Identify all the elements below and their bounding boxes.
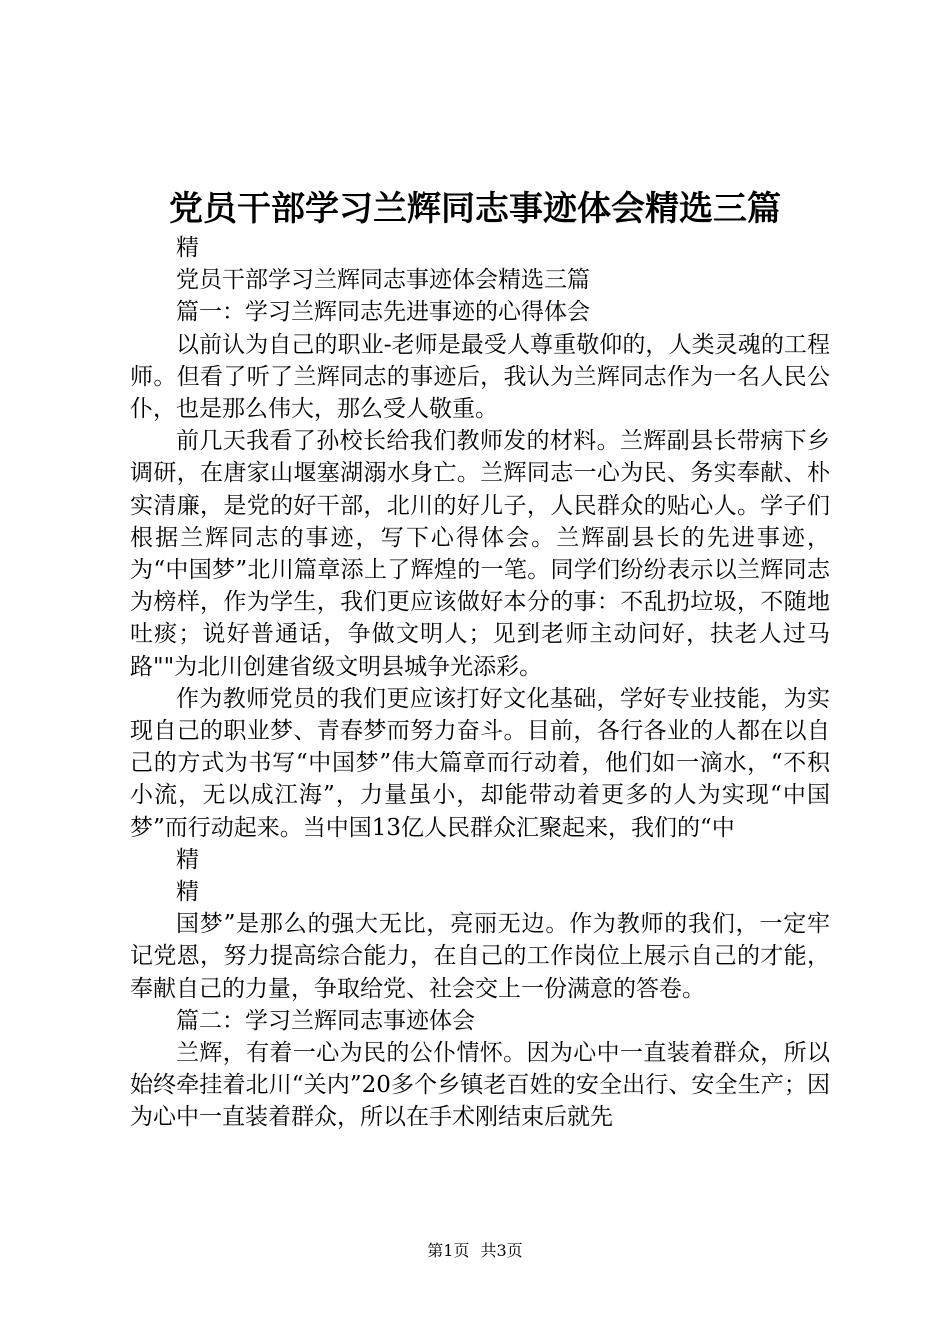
paragraph: 精 (176, 846, 199, 873)
section-heading: 篇一：学习兰辉同志先进事迹的心得体会 (176, 299, 590, 326)
document-body (130, 232, 830, 1134)
paragraph: 党员干部学习兰辉同志事迹体会精选三篇 (176, 267, 590, 294)
page-number: 第1页 (427, 1241, 470, 1260)
paragraph: 作为教师党员的我们更应该打好文化基础，学好专业技能，为实现自己的职业梦、青春梦而努力奋斗。目前，各行各业的人都在以自己的方式为书写“中国梦”伟大篇章而行动着，他们如一滴水，“不积小流，无以成江海”，力量虽小，却能带动着更多的人为实现“中国梦”而行动起来。当中国13亿人民群众汇聚起来，我们的“中 (130, 685, 830, 841)
paragraph: 国梦”是那么的强大无比，亮丽无边。作为教师的我们，一定牢记党恩，努力提高综合能力，在自己的工作岗位上展示自己的才能，奉献自己的力量，争取给党、社会交上一份满意的答卷。 (130, 911, 830, 1002)
section-heading: 篇二：学习兰辉同志事迹体会 (176, 1007, 475, 1034)
paragraph: 精 (176, 235, 199, 261)
page-total: 共3页 (480, 1241, 523, 1260)
page-footer (0, 1240, 950, 1262)
paragraph: 兰辉，有着一心为民的公仆情怀。因为心中一直装着群众，所以始终牵挂着北川“关内”20多个乡镇老百姓的安全出行、安全生产；因为心中一直装着群众，所以在手术刚结束后就先 (130, 1040, 830, 1131)
document-title: 党员干部学习兰辉同志事迹体会精选三篇 (169, 189, 781, 229)
paragraph: 前几天我看了孙校长给我们教师发的材料。兰辉副县长带病下乡调研，在唐家山堰塞湖溺水身亡。兰辉同志一心为民、务实奉献、朴实清廉，是党的好干部，北川的好儿子，人民群众的贴心人。学子们根据兰辉同志的事迹，写下心得体会。兰辉副县长的先进事迹，为“中国梦”北川篇章添上了辉煌的一笔。同学们纷纷表示以兰辉同志为榜样，作为学生，我们更应该做好本分的事：不乱扔垃圾，不随地吐痰；说好普通话，争做文明人；见到老师主动问好，扶老人过马路""为北川创建省级文明县城争光添彩。 (130, 428, 830, 680)
paragraph: 以前认为自己的职业-老师是最受人尊重敬仰的，人类灵魂的工程师。但看了听了兰辉同志的事迹后，我认为兰辉同志作为一名人民公仆，也是那么伟大，那么受人敬重。 (130, 331, 830, 423)
paragraph: 精 (176, 879, 199, 906)
